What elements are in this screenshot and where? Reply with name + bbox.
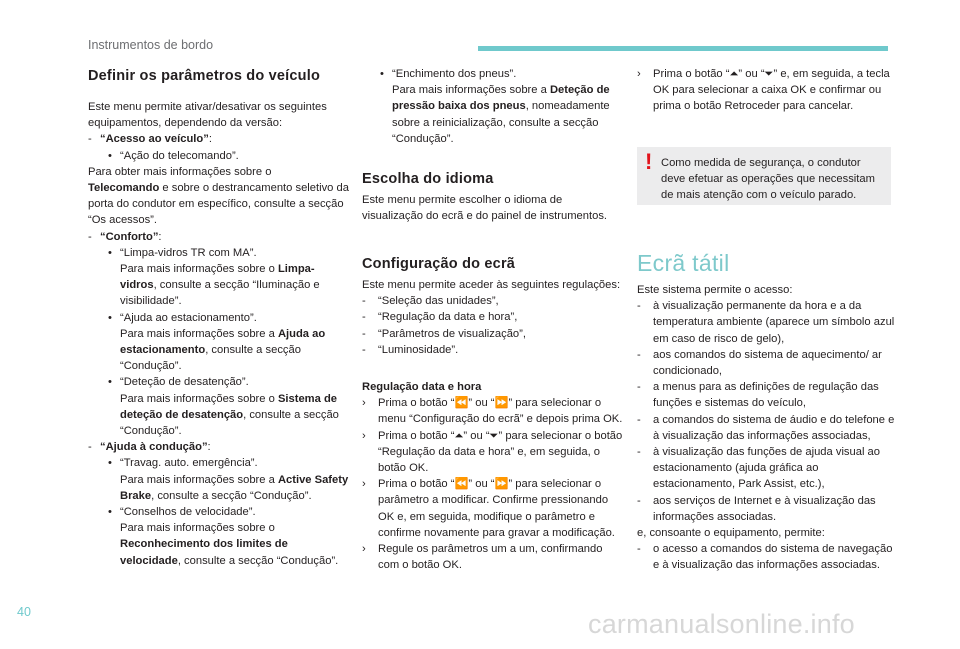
step-item: › Prima o botão “⏶” ou “⏷” para selecionar o botão “Regulação da data e hora” e, em seguida, o botão OK. — [362, 429, 623, 475]
list-item-access: - “Acesso ao veículo”: — [88, 133, 212, 146]
list-item: - “Seleção das unidades”, — [362, 295, 499, 308]
step-item: › Regule os parâmetros um a um, confirmando com o botão OK. — [362, 543, 603, 572]
section-heading-screen-config: Configuração do ecrã — [362, 256, 516, 272]
step-item: › Prima o botão “⏪” ou “⏩” para selecionar o menu “Configuração do ecrã” e depois prima OK. — [362, 397, 623, 426]
section-heading-language: Escolha do idioma — [362, 171, 494, 187]
paragraph-screen-intro: Este menu permite aceder às seguintes regulações: — [362, 279, 621, 291]
sub-item-attention: • “Deteção de desatenção”. Para mais informações sobre o Sistema de deteção de desatenção, consulte a secção “Condução”. — [108, 376, 339, 438]
list-item-driving-aid: - “Ajuda à condução”: — [88, 441, 211, 454]
paragraph-remote-info: Para obter mais informações sobre o Telecomando e sobre o destrancamento seletivo da porta do condutor em específico, consulte a secção “Os acessos”. — [88, 165, 349, 227]
sub-item-remote: • “Ação do telecomando”. — [88, 148, 350, 164]
paragraph-intro: Este menu permite ativar/desativar os seguintes equipamentos, dependendo da versão: — [88, 101, 327, 130]
paragraph-touch-more: e, consoante o equipamento, permite: — [637, 527, 825, 540]
header-accent-bar — [478, 46, 888, 51]
step-item: › Prima o botão “⏶” ou “⏷” e, em seguida, a tecla OK para selecionar a caixa OK e confirmar ou prima o botão Retroceder para cancelar. — [637, 68, 890, 113]
list-item: - à visualização permanente da hora e a da temperatura ambiente (aparece um símbolo azul em caso de risco de gelo), — [637, 300, 895, 345]
step-item: › Prima o botão “⏪” ou “⏩” para selecionar o parâmetro a modificar. Confirme pressionando OK e, em seguida, modifique o parâmetro e confirme novamente para gravar a modificação. — [362, 478, 615, 539]
sub-item-wiper: • “Limpa-vidros TR com MA”. Para mais informações sobre o Limpa-vidros, consulte a secção “Iluminação e visibilidade”. — [108, 246, 320, 308]
sub-item-parking: • “Ajuda ao estacionamento”. Para mais informações sobre a Ajuda ao estacionamento, consulte a secção “Condução”. — [108, 311, 326, 373]
page-number: 40 — [17, 605, 31, 619]
item-title: “Acesso ao veículo” — [100, 133, 209, 146]
list-item: - “Regulação da data e hora”, — [362, 311, 518, 324]
list-item: - aos serviços de Internet e à visualização das informações associadas. — [637, 494, 876, 523]
section-heading-vehicle-settings: Definir os parâmetros do veículo — [88, 68, 321, 84]
vehicle-settings-body — [88, 99, 350, 569]
sub-item-speed-advice: • “Conselhos de velocidade”. Para mais informações sobre o Reconhecimento dos limites de velocidade, consulte a secção “Condução”. — [108, 506, 339, 567]
watermark: carmanualsonline.info — [588, 609, 855, 639]
list-item: - “Parâmetros de visualização”, — [362, 327, 526, 340]
list-item: - aos comandos do sistema de aquecimento/ ar condicionado, — [637, 348, 882, 378]
item-title: “Ajuda à condução” — [100, 441, 208, 454]
list-item: - à visualização das funções de ajuda visual ao estacionamento (ajuda gráfica ao estacionamento, Park Assist, etc.), — [637, 446, 881, 491]
list-item: - a menus para as definições de regulação das funções e sistemas do veículo, — [637, 381, 879, 410]
page-header-title: Instrumentos de bordo — [88, 38, 214, 52]
sub-item-label: “Ação do telecomando”. — [120, 149, 239, 162]
warning-exclamation-icon: ! — [645, 149, 653, 174]
subheading-date-time: Regulação data e hora — [362, 381, 482, 393]
list-item: - a comandos do sistema de áudio e do telefone e à visualização das informações associadas, — [637, 413, 895, 442]
item-title: “Conforto” — [100, 230, 159, 243]
sub-item-tyre: • “Enchimento dos pneus”. Para mais informações sobre a Deteção de pressão baixa dos pneus, nomeadamente sobre a reinicialização, consulte a secção “Condução”. — [380, 68, 610, 145]
section-heading-touchscreen: Ecrã tátil — [637, 250, 730, 276]
paragraph-touch-intro: Este sistema permite o acesso: — [637, 284, 793, 296]
sub-item-emergency-brake: • “Travag. auto. emergência”. Para mais informações sobre a Active Safety Brake, consulte a secção “Condução”. — [108, 457, 349, 502]
warning-text: Como medida de segurança, o condutor deve efetuar as operações que necessitam de mais atenção com o veículo parado. — [661, 157, 875, 202]
list-item: - o acesso a comandos do sistema de navegação e à visualização das informações associadas. — [637, 543, 893, 572]
safety-warning-box — [637, 147, 891, 205]
list-item: - “Luminosidade”. — [362, 343, 459, 356]
paragraph-language: Este menu permite escolher o idioma de visualização do ecrã e do painel de instrumentos. — [362, 194, 608, 223]
list-item-comfort: - “Conforto”: — [88, 230, 162, 243]
